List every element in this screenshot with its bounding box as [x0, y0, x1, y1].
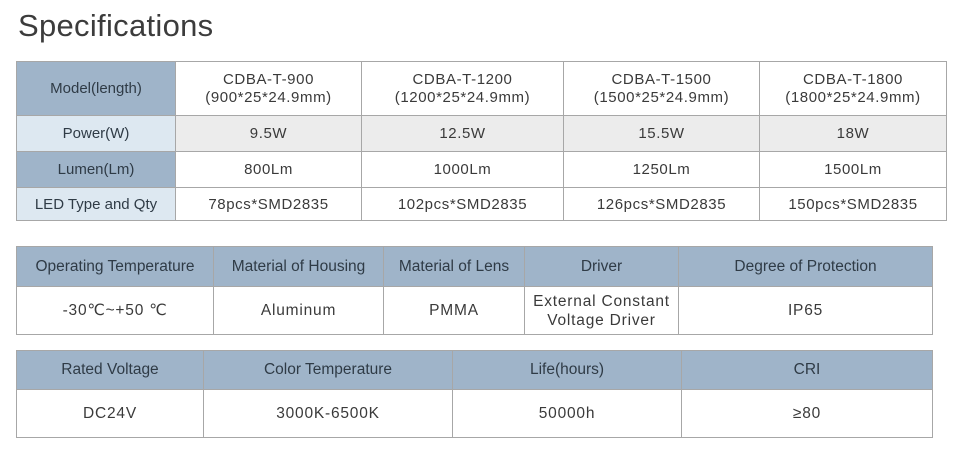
- label-power: Power(W): [17, 116, 176, 152]
- value-life: 50000h: [453, 390, 682, 438]
- model-size: (1500*25*24.9mm): [593, 88, 730, 106]
- power-cell: 18W: [760, 116, 947, 152]
- value-material-housing: Aluminum: [214, 287, 384, 335]
- model-name: CDBA-T-900: [222, 70, 315, 88]
- value-color-temperature: 3000K-6500K: [204, 390, 453, 438]
- model-size: (900*25*24.9mm): [205, 88, 332, 106]
- header-material-lens: Material of Lens: [384, 247, 525, 287]
- header-color-temperature: Color Temperature: [204, 351, 453, 390]
- header-degree-protection: Degree of Protection: [679, 247, 933, 287]
- lumen-cell: 1250Lm: [564, 152, 760, 188]
- table-row-lumen: [17, 152, 947, 188]
- model-cell: [564, 62, 760, 116]
- value-operating-temperature: -30℃~+50 ℃: [17, 287, 214, 335]
- model-cell: [362, 62, 564, 116]
- label-lumen: Lumen(Lm): [17, 152, 176, 188]
- led-cell: 78pcs*SMD2835: [176, 188, 362, 221]
- model-size: (1200*25*24.9mm): [394, 88, 531, 106]
- header-material-housing: Material of Housing: [214, 247, 384, 287]
- electrical-spec-table: [16, 350, 933, 438]
- table-row-power: [17, 116, 947, 152]
- header-driver: Driver: [525, 247, 679, 287]
- model-name: CDBA-T-1500: [611, 70, 712, 88]
- power-cell: 12.5W: [362, 116, 564, 152]
- value-cri: ≥80: [682, 390, 933, 438]
- lumen-cell: 800Lm: [176, 152, 362, 188]
- led-cell: 126pcs*SMD2835: [564, 188, 760, 221]
- value-material-lens: PMMA: [384, 287, 525, 335]
- model-cell: [760, 62, 947, 116]
- model-name: CDBA-T-1800: [803, 70, 903, 88]
- lumen-cell: 1500Lm: [760, 152, 947, 188]
- header-operating-temperature: Operating Temperature: [17, 247, 214, 287]
- power-cell: 9.5W: [176, 116, 362, 152]
- table-row: [17, 390, 933, 438]
- table-row: [17, 287, 933, 335]
- lumen-cell: 1000Lm: [362, 152, 564, 188]
- power-cell: 15.5W: [564, 116, 760, 152]
- model-size: (1800*25*24.9mm): [785, 88, 921, 106]
- led-cell: 102pcs*SMD2835: [362, 188, 564, 221]
- model-name: CDBA-T-1200: [412, 70, 513, 88]
- led-cell: 150pcs*SMD2835: [760, 188, 947, 221]
- model-cell: [176, 62, 362, 116]
- label-led-type: LED Type and Qty: [17, 188, 176, 221]
- table-row-led: [17, 188, 947, 221]
- table-header-row: [17, 247, 933, 287]
- header-life: Life(hours): [453, 351, 682, 390]
- header-rated-voltage: Rated Voltage: [17, 351, 204, 390]
- table-row-model: [17, 62, 947, 116]
- value-degree-protection: IP65: [679, 287, 933, 335]
- header-cri: CRI: [682, 351, 933, 390]
- value-driver: External Constant Voltage Driver: [525, 287, 679, 335]
- general-spec-table: [16, 246, 933, 335]
- label-model: Model(length): [17, 62, 176, 116]
- table-header-row: [17, 351, 933, 390]
- page-title: Specifications: [18, 8, 214, 43]
- value-rated-voltage: DC24V: [17, 390, 204, 438]
- model-spec-table: [16, 61, 947, 221]
